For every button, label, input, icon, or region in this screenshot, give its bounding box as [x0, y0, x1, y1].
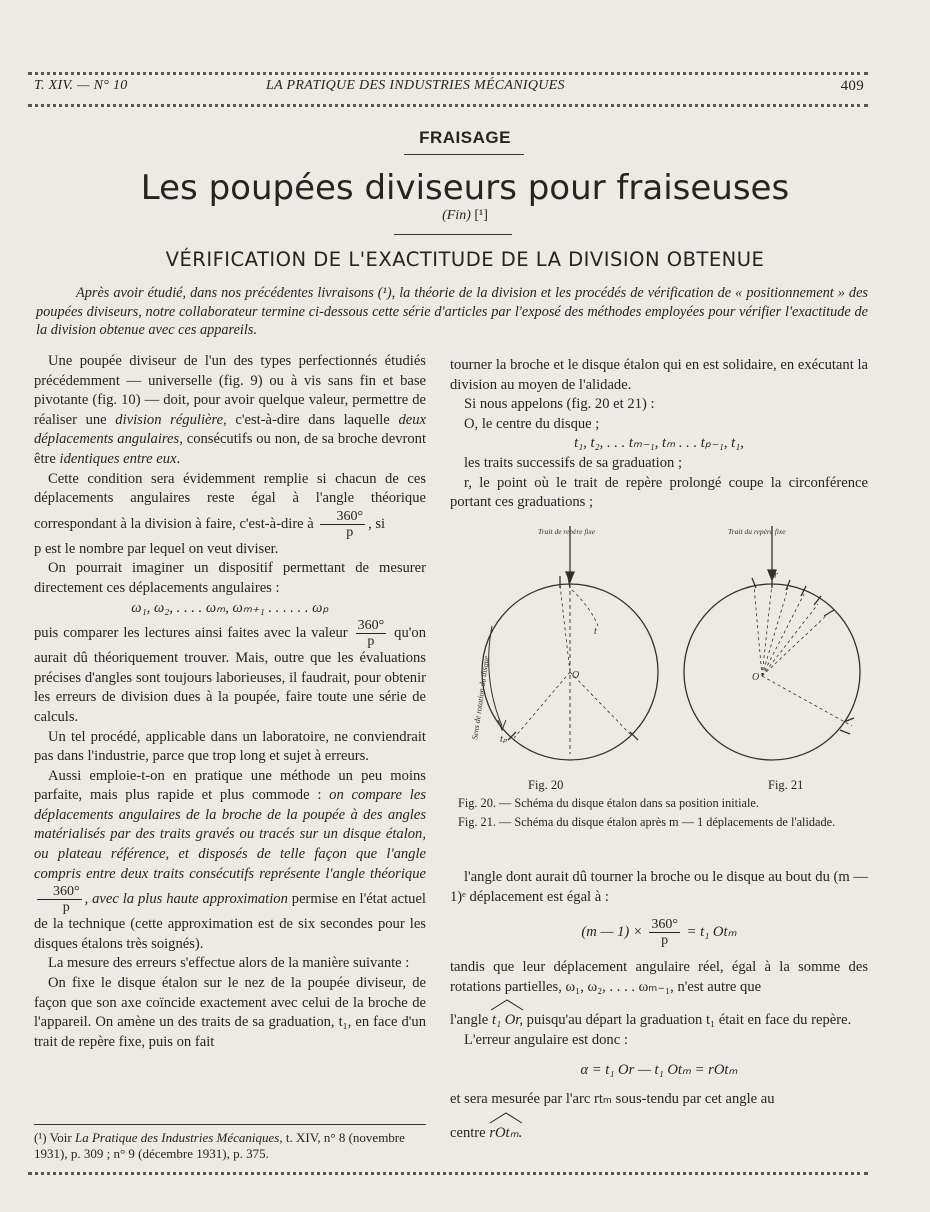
denominator: p: [62, 900, 70, 916]
right-paragraph-8: L'erreur angulaire est donc :: [464, 1031, 628, 1048]
fig20-arrow-icon: [566, 572, 574, 582]
numerator: 360°: [357, 618, 385, 634]
denominator: p: [661, 933, 669, 949]
emphasis: La Pratique des Industries Mécaniques: [74, 1130, 280, 1145]
left-paragraph-5: [34, 618, 426, 727]
left-paragraph-4: On pourrait imaginer un dispositif permettant de mesurer directement ces déplacements angulaires :: [34, 560, 426, 596]
fig20-label: Fig. 20: [528, 778, 564, 792]
equation-1: [450, 917, 868, 948]
left-paragraph-8: La mesure des erreurs s'effectue alors de la manière suivante :: [48, 955, 410, 972]
fig20-ray: [514, 672, 570, 738]
fig21-rays: [754, 584, 852, 726]
denominator: p: [346, 524, 354, 540]
left-paragraph-3: p est le nombre par lequel on veut diviser.: [34, 540, 279, 557]
emphasis: division régulière: [115, 411, 224, 428]
title-note-fin: (Fin): [442, 208, 471, 223]
fraction-360-p: [320, 509, 365, 540]
caption-fig21: Fig. 21. — Schéma du disque étalon après m — 1 déplacements de l'alidade.: [458, 815, 836, 829]
text: .: [176, 450, 181, 467]
fig21-mark-label: Trait du repère fixe: [728, 527, 786, 536]
fig21-label: Fig. 21: [768, 778, 804, 792]
right-paragraph-5: r, le point où le trait de repère prolongé coupe la circonférence portant ces graduations ;: [450, 474, 868, 511]
emphasis: identiques entre eux: [59, 450, 177, 467]
left-paragraph-1: [34, 352, 426, 470]
omega-list: ω₁, ω₂, . . . . ωₘ, ωₘ₊₁ . . . . . . ωₚ: [131, 599, 329, 616]
fig20-ray: [570, 672, 632, 736]
eq-left: (m — 1) ×: [581, 924, 643, 941]
fig21-tick-marks: [752, 576, 854, 734]
left-paragraph-2: [34, 470, 426, 540]
text: puisqu'au départ la graduation t₁ était en face du repère.: [526, 1012, 852, 1029]
fig20-tick-marks: [508, 576, 638, 740]
denominator: p: [367, 634, 375, 650]
title-note-ref: [¹]: [474, 208, 488, 223]
right-paragraph-7b: [450, 1001, 868, 1031]
figure-20-21: [456, 518, 876, 778]
left-paragraph-9: On fixe le disque étalon sur le nez de la poupée diviseur, de façon que son axe coïncide exactement avec celui de la broche de l'appareil. On amène un des traits de sa graduation, t₁, en face d'un trait de repère fixe, puis on fait: [34, 975, 426, 1050]
right-paragraph-2: Si nous appelons (fig. 20 et 21) :: [464, 396, 655, 413]
running-header: [34, 78, 864, 98]
fig20-arc: [572, 590, 598, 626]
left-paragraph-6: Un tel procédé, applicable dans un laboratoire, ne conviendrait pas dans l'industrie, parce que trop long et sujet à erreurs.: [34, 728, 426, 765]
fig20-center-label: O: [572, 670, 580, 681]
fig21-r-label: r: [774, 570, 778, 581]
text: l'angle: [450, 1012, 489, 1029]
text: Une poupée diviseur de l'un des types perfectionnés étudiés précédemment — universelle (fig. 9) ou à vis sans fin et base pivotante (fig. 10) — doit, pour avoir quelque valeur, permettre de réaliser une: [34, 353, 426, 428]
fig21-center-label: O: [752, 672, 760, 683]
angle-text: t₁ Or,: [491, 1012, 523, 1029]
text: , t. XIV, n° 8 (novembre 1931), p. 309 ; n° 9 (décembre 1931), p. 375.: [34, 1130, 405, 1161]
angle-arc-icon: [488, 1112, 524, 1124]
right-paragraph-4: les traits successifs de sa graduation ;: [464, 454, 683, 471]
emphasis: , avec la plus haute approximation: [84, 891, 288, 908]
journal-title: LA PRATIQUE DES INDUSTRIES MÉCANIQUES: [266, 78, 565, 93]
text: , c'est-à-dire dans laquelle: [223, 411, 390, 428]
fig20-ray: [560, 585, 570, 672]
right-paragraph-9: et sera mesurée par l'arc rtₘ sous-tendu par cet angle au: [450, 1091, 775, 1108]
text: puis comparer les lectures ainsi faites avec la valeur: [34, 624, 348, 641]
angle-text: rOtₘ.: [489, 1124, 523, 1141]
text: centre: [450, 1124, 486, 1141]
numerator: 360°: [37, 884, 82, 900]
text: tandis que leur déplacement angulaire réel, égal à la somme des rotations partielles, ω₁, ω₂, . . . . ωₘ₋₁, n'est autre que: [450, 959, 868, 995]
t-list: t₁, t₂, . . . tₘ₋₁, tₘ . . . tₚ₋₁, t₁,: [574, 435, 744, 452]
text: permise en l'état actuel de la technique (cette approximation est de six secondes pour les disques étalons très soignés).: [34, 891, 426, 952]
title-note: [0, 208, 930, 224]
fraction-360-p: [356, 618, 387, 649]
intro-paragraph: Après avoir étudié, dans nos précédentes livraisons (¹), la théorie de la division et les procédés de vérification de « positionnement » des poupées diviseurs, notre collaborateur termine ci-dessous cette série d'articles par l'exposé des méthodes employées pour vérifier l'exactitude de la division obtenue avec ces appareils.: [36, 285, 868, 338]
text: (¹) Voir: [34, 1130, 72, 1145]
fig20-t-label: t: [594, 626, 597, 637]
section-heading: FRAISAGE: [419, 128, 511, 147]
left-column: [34, 352, 426, 1052]
left-paragraph-7: [34, 767, 426, 955]
right-paragraph-3: O, le centre du disque ;: [464, 415, 600, 432]
footnote: [34, 1130, 434, 1162]
angle-t1-or: [492, 1001, 523, 1031]
angle-rotm: [489, 1114, 522, 1144]
fig20-tp-label: tₚ: [500, 734, 508, 745]
title-rule: [394, 234, 512, 235]
volume-number: T. XIV. — N° 10: [34, 78, 128, 93]
numerator: 360°: [320, 509, 365, 525]
text: , si: [368, 515, 386, 532]
page-bottom-rule: [28, 1172, 868, 1175]
fraction-360-p: [649, 917, 680, 948]
subtitle: VÉRIFICATION DE L'EXACTITUDE DE LA DIVISION OBTENUE: [165, 248, 765, 271]
section-rule: [404, 154, 524, 155]
text: , consécutifs ou non, de sa broche devront être: [34, 431, 427, 467]
page-number: 409: [840, 78, 864, 94]
article-title: Les poupées diviseurs pour fraiseuses: [140, 168, 790, 208]
right-paragraph-9b: [450, 1114, 868, 1144]
text: Cette condition sera évidemment remplie si chacun de ces déplacements angulaires reste égal à l'angle théorique correspondant à la division à faire, c'est-à-dire à: [34, 470, 426, 532]
right-paragraph-7: [450, 958, 868, 997]
right-paragraph-6: l'angle dont aurait dû tourner la broche ou le disque au bout du (m — 1)ᵉ déplacement est égal à :: [450, 869, 868, 905]
emphasis: on compare les déplacements angulaires de la broche de la poupée à des angles matérialisés par des traits gravés ou tracés sur un disque étalon, ou plateau référence, et disposés de telle façon que l'angle compris entre deux traits consécutifs représente l'angle théorique: [34, 787, 426, 882]
angle-arc-icon: [489, 999, 525, 1011]
fraction-360-p: [37, 884, 82, 915]
numerator: 360°: [651, 917, 678, 933]
right-column-bottom: [450, 868, 868, 1143]
emphasis: deux déplacements angulaires: [34, 411, 426, 448]
eq-right: = t₁ Otₘ: [686, 924, 737, 941]
equation-2: α = t₁ Or — t₁ Otₘ = rOtₘ: [580, 1061, 738, 1078]
header-top-rule: [28, 72, 868, 75]
text: qu'on aurait dû théoriquement trouver. Mais, outre que les évaluations précises d'angles sont toujours laborieuses, il faudrait, pour obtenir les erreurs de division dues à la poupée, faire toute une série de calculs.: [34, 624, 426, 725]
right-column-top: [450, 356, 868, 513]
footnote-rule: [34, 1124, 426, 1125]
header-bottom-rule: [28, 104, 868, 107]
text: Aussi emploie-t-on en pratique une méthode un peu moins parfaite, mais plus rapide et plus commode :: [34, 767, 426, 804]
fig20-mark-label: Trait de repère fixe: [538, 527, 596, 536]
right-paragraph-1: tourner la broche et le disque étalon qui en est solidaire, en exécutant la division au moyen de l'alidade.: [450, 357, 868, 393]
rotation-label: Sens de rotation du disque: [470, 655, 491, 741]
caption-fig20: Fig. 20. — Schéma du disque étalon dans sa position initiale.: [458, 796, 759, 810]
